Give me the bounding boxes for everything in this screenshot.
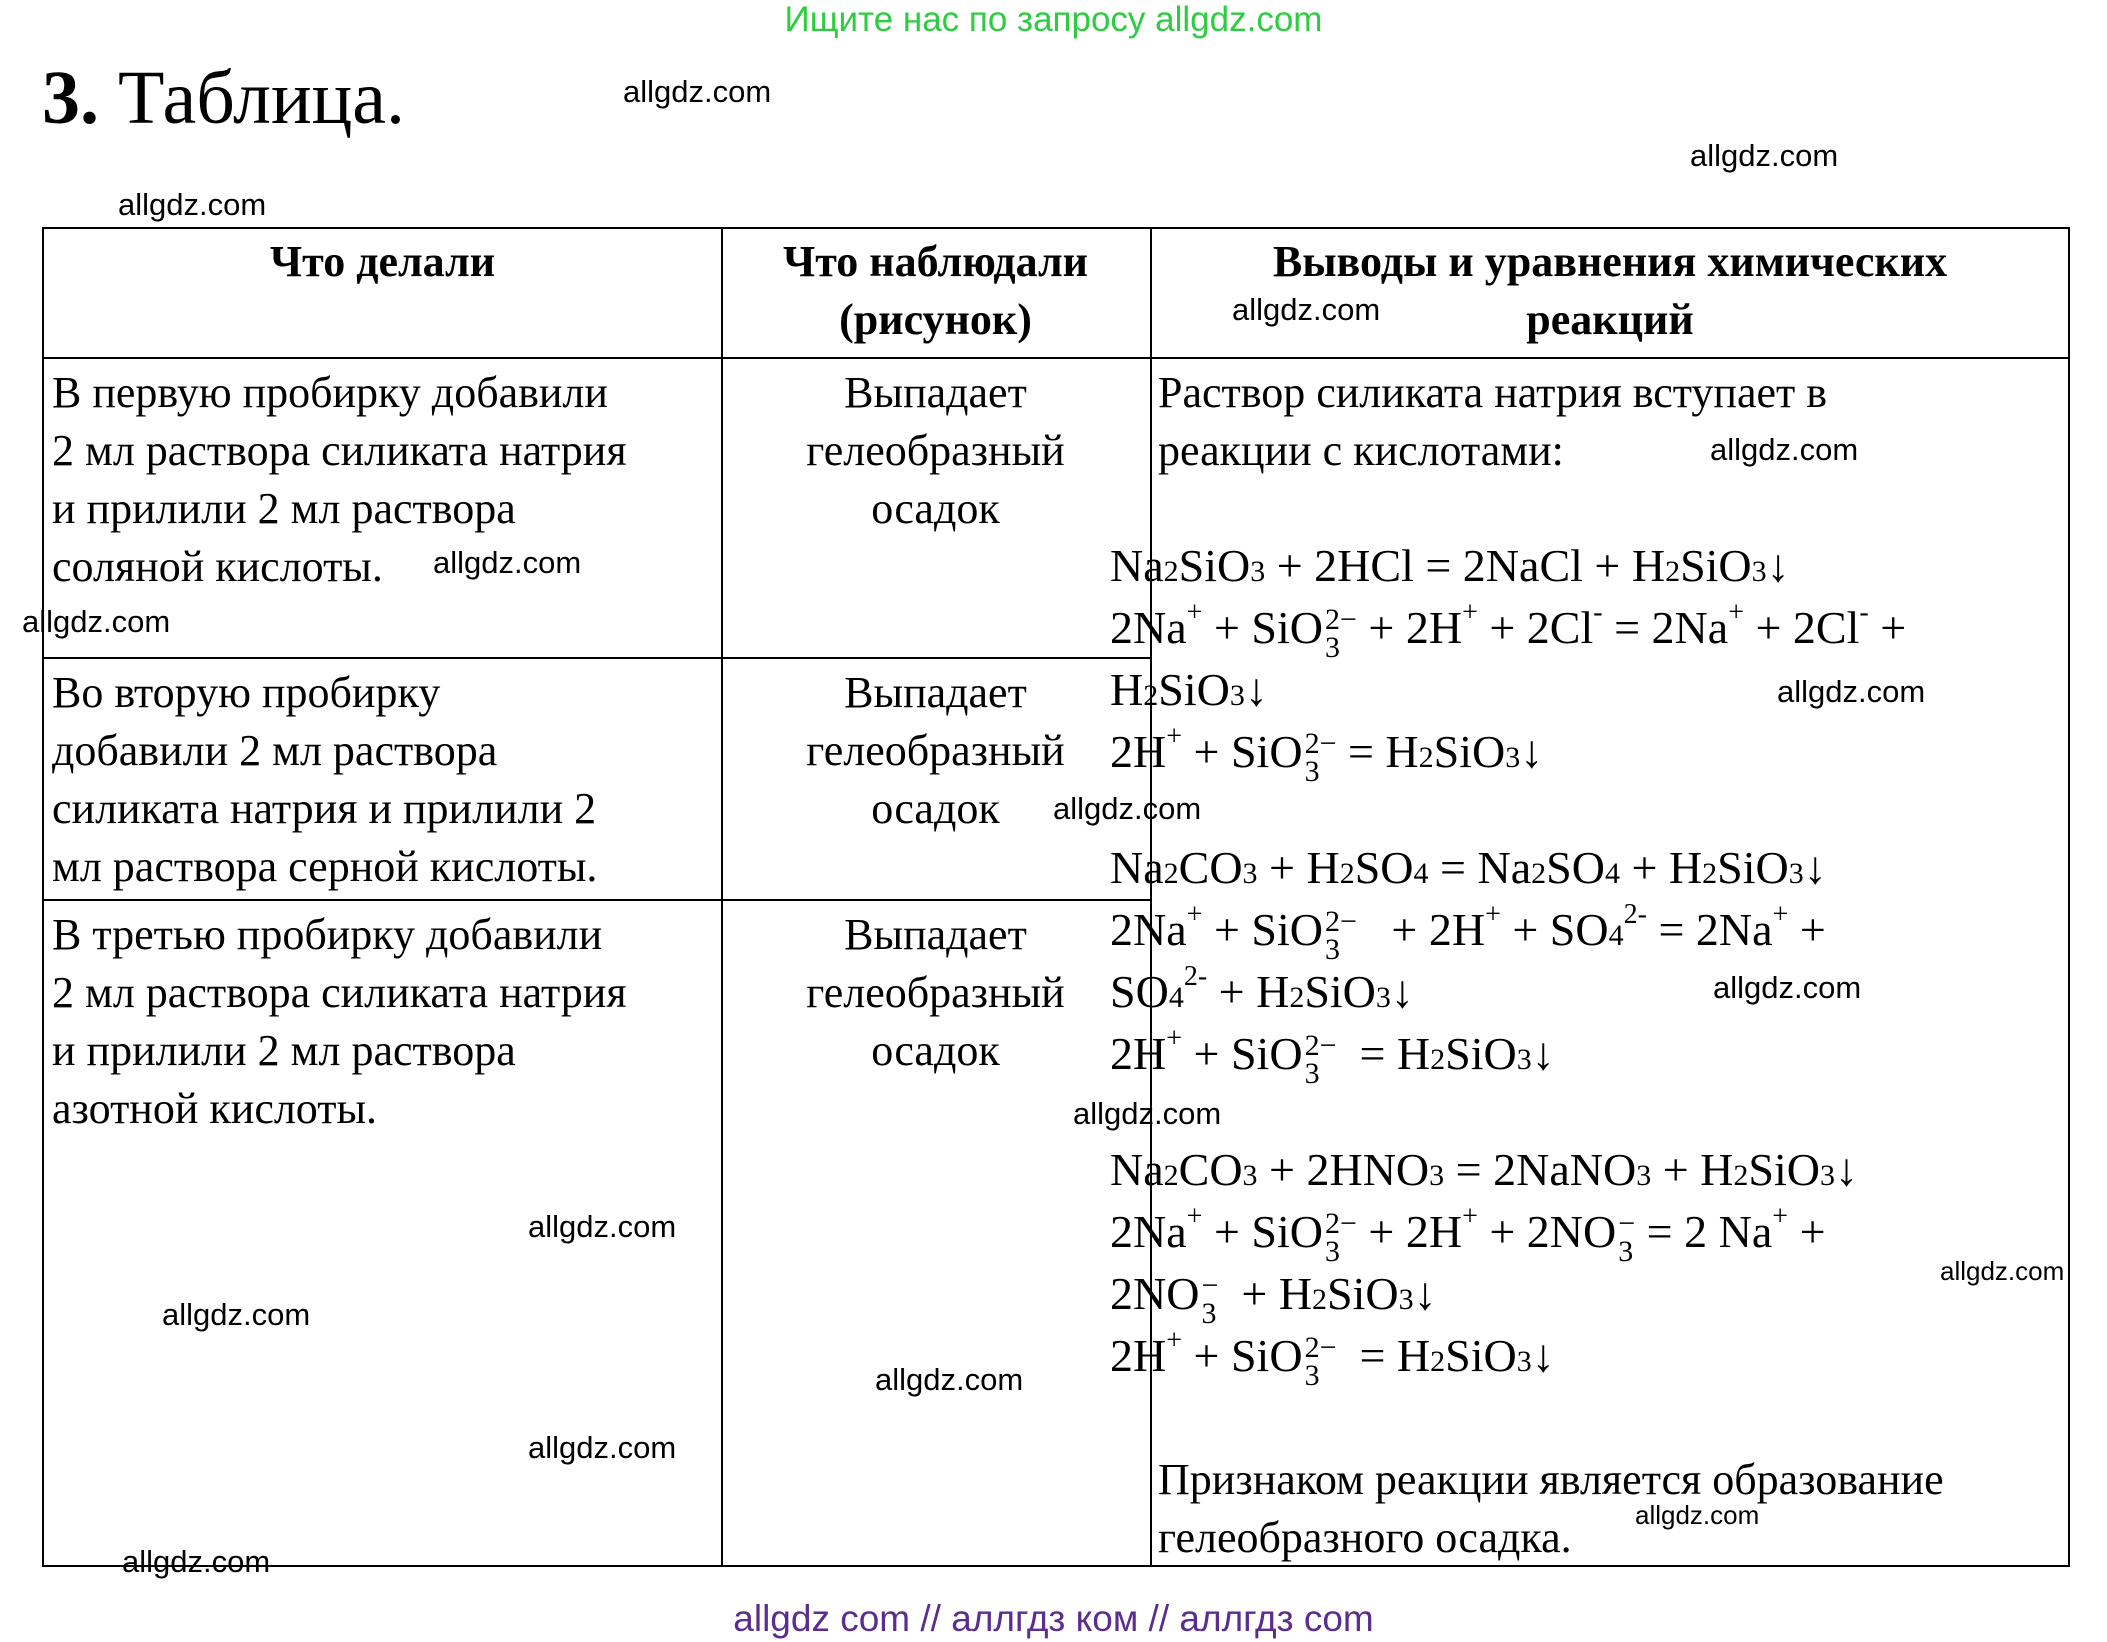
watermark: allgdz.com [1713,970,1862,1005]
text-line: Раствор силиката натрия вступает в [1158,368,1828,417]
text-line: осадок [871,484,1000,533]
watermark: allgdz.com [1777,674,1926,709]
text-line: Выпадает [844,910,1027,959]
watermark: allgdz.com [1232,292,1381,327]
column-header-conclusions-line2: реакций [1526,295,1694,344]
text-line: гелеобразный [806,726,1065,775]
text-line: гелеобразный [806,968,1065,1017]
text-line: Во вторую пробирку [52,668,441,717]
conclusion-final [1158,1451,2068,1567]
watermark: allgdz.com [1073,1096,1222,1131]
equation-hcl-molecular: Na2SiO3 + 2HCl = 2NaCl + H2SiO3↓ [1110,540,1790,591]
watermark: allgdz.com [1710,432,1859,467]
text-line: и прилили 2 мл раствора [52,484,516,533]
page-heading [42,55,405,142]
watermark: allgdz.com [22,604,171,639]
watermark: allgdz.com [1635,1500,1760,1530]
row-3-action [52,906,717,1138]
row-2-action [52,664,717,896]
watermark: allgdz.com [528,1209,677,1244]
text-line: соляной кислоты. [52,542,383,591]
column-header-observations-line1: Что наблюдали [782,237,1089,286]
text-line: реакции с кислотами: [1158,426,1564,475]
equation-hno3-ionic-full-cont: 2NO − 3 + H2SiO3↓ [1110,1268,1437,1331]
row-divider [44,899,1150,901]
text-line: азотной кислоты. [52,1084,378,1133]
text-line: гелеобразный [806,426,1065,475]
text-line: осадок [871,784,1000,833]
watermark: allgdz.com [118,187,267,222]
text-line: 2 мл раствора силиката натрия [52,968,627,1017]
watermark: allgdz.com [528,1430,677,1465]
watermark: allgdz.com [162,1297,311,1332]
column-header-actions-label: Что делали [269,237,496,286]
row-divider [44,657,1150,659]
text-line: гелеобразного осадка. [1158,1513,1572,1562]
watermark: allgdz.com [623,74,772,109]
column-header-conclusions [1150,233,2070,349]
heading-title: Таблица. [118,56,406,140]
heading-number: 3. [42,56,99,140]
text-line: мл раствора серной кислоты. [52,842,598,891]
watermark: allgdz.com [1690,138,1839,173]
conclusion-intro [1158,364,2068,480]
equation-hcl-ionic-full: 2Na+ + SiO 2− 3 + 2H+ + 2Cl- = 2Na+ + 2Cl- + [1110,597,1907,665]
row-3-observation [721,906,1150,1080]
equation-hcl-ionic-full-cont: H2SiO3↓ [1110,664,1268,715]
column-header-observations-line2: (рисунок) [839,295,1032,344]
text-line: осадок [871,1026,1000,1075]
header-divider [44,357,2068,359]
text-line: силиката натрия и прилили 2 [52,784,597,833]
watermark: allgdz.com [1053,791,1202,826]
text-line: Выпадает [844,668,1027,717]
text-line: В третью пробирку добавили [52,910,603,959]
row-1-action [52,364,717,596]
equation-h2so4-ionic-full-cont: $SO4^{2-}$ + H2SiO3↓ [1110,961,1414,1017]
equation-h2so4-ionic-short: 2H+ + SiO 2− 3 = H2SiO3↓ [1110,1023,1555,1091]
column-header-actions [44,233,721,291]
text-line: Признаком реакции является образование [1158,1455,1944,1504]
equation-h2so4-ionic-full: 2Na+ + SiO 2− 3 + $2H^+ + SO4^{2-} = 2Na^+$ + [1110,899,1826,967]
row-1-observation [721,364,1150,538]
equation-hno3-ionic-short: 2H+ + SiO 2− 3 = H2SiO3↓ [1110,1325,1555,1393]
text-line: В первую пробирку добавили [52,368,608,417]
equation-h2so4-molecular: Na2CO3 + H2SO4 = Na2SO4 + H2SiO3↓ [1110,842,1827,893]
text-line: 2 мл раствора силиката натрия [52,426,627,475]
text-line: и прилили 2 мл раствора [52,1026,516,1075]
watermark: allgdz.com [1940,1256,2065,1286]
text-line: добавили 2 мл раствора [52,726,498,775]
watermark: allgdz.com [122,1544,271,1579]
watermark: allgdz.com [875,1362,1024,1397]
column-header-observations [721,233,1150,349]
equation-hno3-molecular: Na2CO3 + 2HNO3 = 2NaNO3 + H2SiO3↓ [1110,1144,1858,1195]
equation-hcl-ionic-short: 2H+ + SiO 2− 3 = H2SiO3↓ [1110,721,1544,789]
footer-links[interactable]: allgdz com // аллгдз ком // аллгдз com [733,1598,1374,1639]
equation-hno3-ionic-full: 2Na+ + SiO 2− 3 + 2H+ + 2NO − 3 = 2 Na+ + [1110,1201,1826,1269]
top-banner[interactable]: Ищите нас по запросу allgdz.com [784,0,1323,39]
column-header-conclusions-line1: Выводы и уравнения химических [1272,237,1948,286]
watermark: allgdz.com [433,545,582,580]
text-line: Выпадает [844,368,1027,417]
